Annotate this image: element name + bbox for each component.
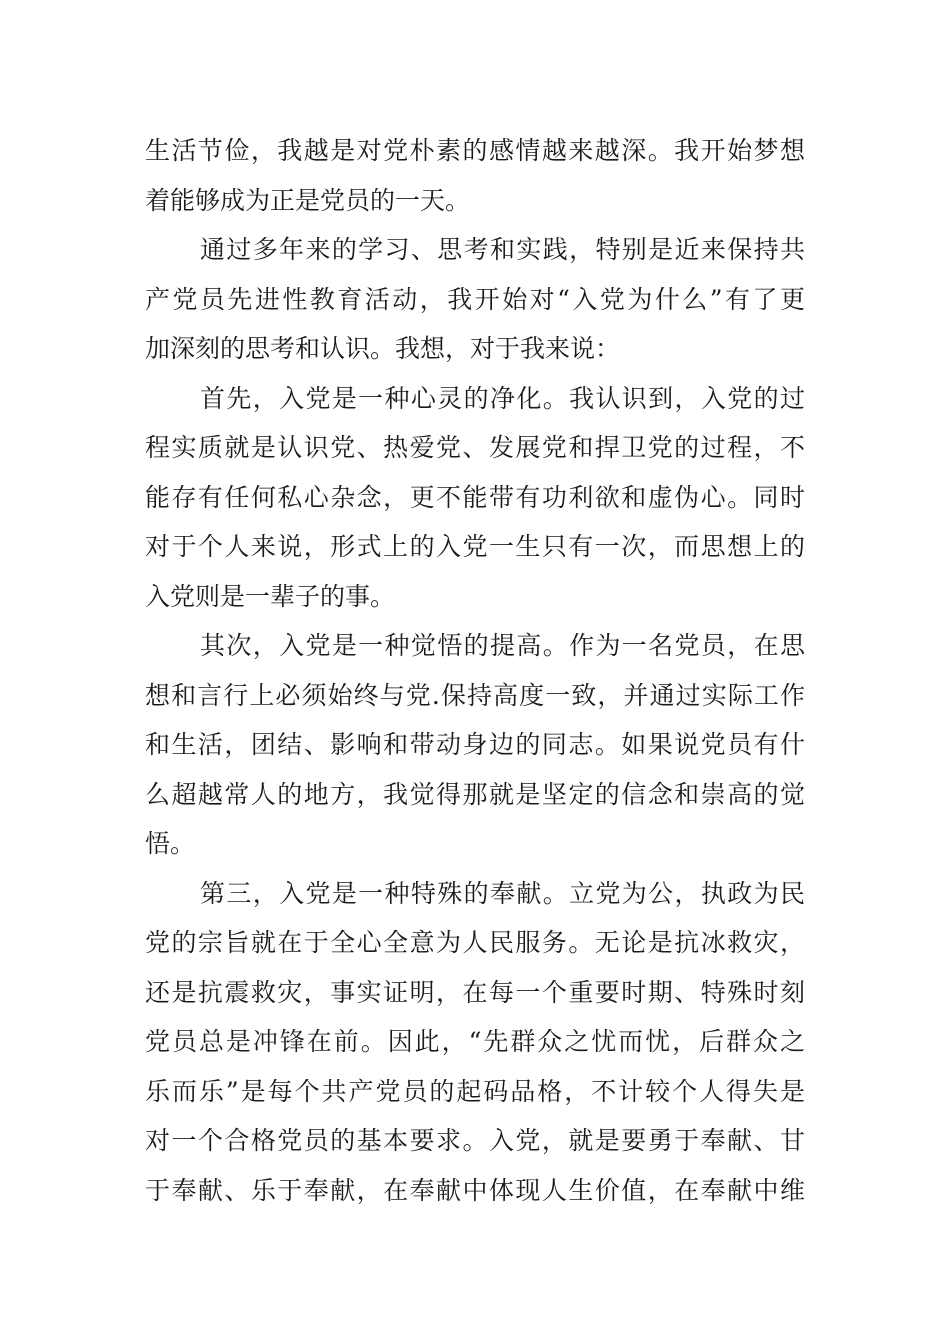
- text-line: 入党则是一辈子的事。: [145, 581, 396, 611]
- text-line: 首先，入党是一种心灵的净化。我认识到，入党的过: [200, 383, 805, 413]
- text-line: 生活节俭，我越是对党朴素的感情越来越深。我开始梦想: [145, 136, 805, 165]
- text-line: 产党员先进性教育活动，我开始对“入党为什么”有了更: [145, 284, 805, 314]
- paragraph-continuation: [145, 126, 805, 225]
- text-line: 对一个合格党员的基本要求。入党，就是要勇于奉献、甘: [145, 1126, 805, 1155]
- paragraph-third-point: [145, 869, 805, 1216]
- text-line: 能存有任何私心杂念，更不能带有功利欲和虚伪心。同时: [145, 482, 805, 512]
- text-line: 还是抗震救灾，事实证明，在每一个重要时期、特殊时刻: [145, 977, 805, 1007]
- text-line: 对于个人来说，形式上的入党一生只有一次，而思想上的: [145, 532, 805, 561]
- paragraph-first-point: [145, 374, 805, 622]
- text-line: 其次，入党是一种觉悟的提高。作为一名党员，在思: [200, 631, 805, 660]
- text-line: 么超越常人的地方，我觉得那就是坚定的信念和崇高的觉: [145, 779, 805, 809]
- text-line: 党员总是冲锋在前。因此，“先群众之忧而忧，后群众之: [145, 1027, 805, 1056]
- text-line: 着能够成为正是党员的一天。: [145, 185, 471, 215]
- text-line: 于奉献、乐于奉献，在奉献中体现人生价值，在奉献中维: [145, 1175, 805, 1205]
- text-line: 加深刻的思考和认识。我想，对于我来说：: [145, 334, 621, 363]
- paragraph-second-point: [145, 621, 805, 869]
- text-line: 党的宗旨就在于全心全意为人民服务。无论是抗冰救灾，: [145, 928, 805, 957]
- text-line: 第三，入党是一种特殊的奉献。立党为公，执政为民: [200, 878, 805, 908]
- paragraph-intro: [145, 225, 805, 374]
- text-line: 程实质就是认识党、热爱党、发展党和捍卫党的过程，不: [145, 433, 805, 462]
- text-line: 乐而乐”是每个共产党员的起码品格，不计较个人得失是: [145, 1076, 805, 1106]
- text-line: 和生活，团结、影响和带动身边的同志。如果说党员有什: [145, 730, 805, 759]
- text-line: 想和言行上必须始终与党.保持高度一致，并通过实际工作: [145, 680, 805, 710]
- text-line: 悟。: [145, 829, 196, 858]
- text-line: 通过多年来的学习、思考和实践，特别是近来保持共: [200, 235, 805, 264]
- document-body: [145, 126, 805, 1215]
